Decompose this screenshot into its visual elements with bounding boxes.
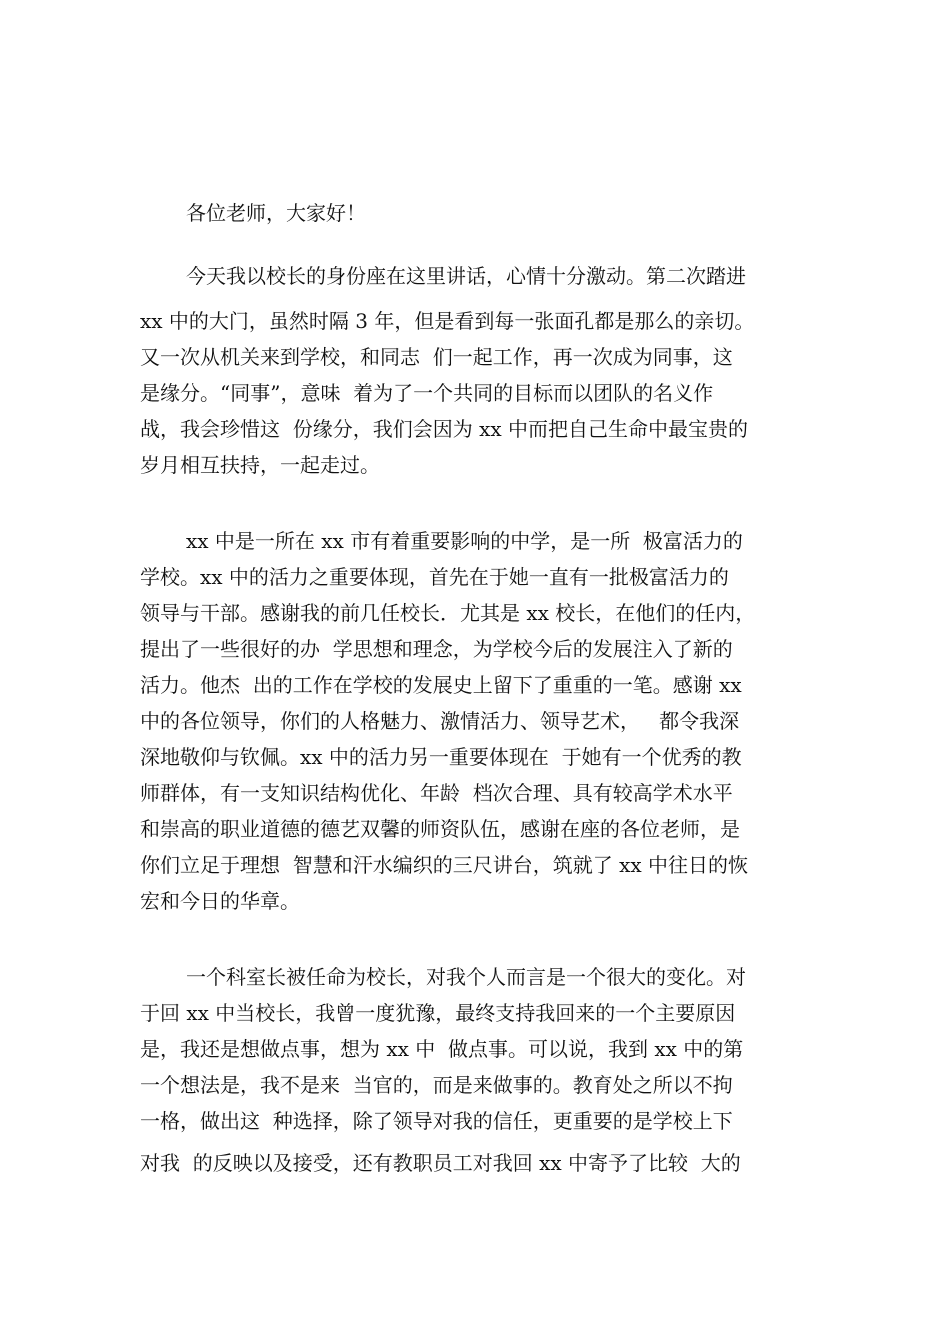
paragraph-line: 一格，做出这 种选择，除了领导对我的信任，更重要的是学校上下	[140, 1109, 733, 1133]
paragraph-line: 又一次从机关来到学校，和同志 们一起工作，再一次成为同事，这	[140, 345, 733, 369]
paragraph-line: xx 中是一所在 xx 市有着重要影响的中学，是一所 极富活力的	[186, 529, 743, 553]
paragraph-line: 战，我会珍惜这 份缘分，我们会因为 xx 中而把自己生命中最宝贵的	[140, 417, 748, 441]
paragraph-line: 中的各位领导，你们的人格魅力、激情活力、领导艺术， 都令我深	[140, 709, 740, 733]
paragraph-line: xx 中的大门，虽然时隔 3 年，但是看到每一张面孔都是那么的亲切。	[140, 309, 755, 333]
paragraph-line: 于回 xx 中当校长，我曾一度犹豫，最终支持我回来的一个主要原因	[140, 1001, 736, 1025]
paragraph-line: 学校。xx 中的活力之重要体现，首先在于她一直有一批极富活力的	[140, 565, 729, 589]
paragraph-line: 一个科室长被任命为校长，对我个人而言是一个很大的变化。对	[186, 965, 746, 989]
paragraph-line: 深地敬仰与钦佩。xx 中的活力另一重要体现在 于她有一个优秀的教	[140, 745, 742, 769]
paragraph-line: 提出了一些很好的办 学思想和理念，为学校今后的发展注入了新的	[140, 637, 733, 661]
paragraph-line: 师群体，有一支知识结构优化、年龄 档次合理、具有较高学术水平	[140, 781, 733, 805]
paragraph-line: 对我 的反映以及接受，还有教职员工对我回 xx 中寄予了比较 大的	[140, 1151, 741, 1175]
paragraph-line: 活力。他杰 出的工作在学校的发展史上留下了重重的一笔。感谢 xx	[140, 673, 742, 697]
paragraph-line: 岁月相互扶持，一起走过。	[140, 453, 380, 477]
paragraph-line: 宏和今日的华章。	[140, 889, 300, 913]
greeting-line: 各位老师，大家好！	[186, 201, 366, 225]
paragraph-line: 是，我还是想做点事，想为 xx 中 做点事。可以说，我到 xx 中的第	[140, 1037, 744, 1061]
paragraph-line: 一个想法是，我不是来 当官的，而是来做事的。教育处之所以不拘	[140, 1073, 733, 1097]
paragraph-line: 和崇高的职业道德的德艺双馨的师资队伍，感谢在座的各位老师，是	[140, 817, 740, 841]
paragraph-line: 领导与干部。感谢我的前几任校长．尤其是 xx 校长，在他们的任内，	[140, 601, 756, 625]
paragraph-line: 是缘分。“同事”，意味 着为了一个共同的目标而以团队的名义作	[140, 381, 714, 405]
paragraph-line: 今天我以校长的身份座在这里讲话，心情十分激动。第二次踏进	[186, 264, 746, 288]
paragraph-line: 你们立足于理想 智慧和汗水编织的三尺讲台，筑就了 xx 中往日的恢	[140, 853, 748, 877]
